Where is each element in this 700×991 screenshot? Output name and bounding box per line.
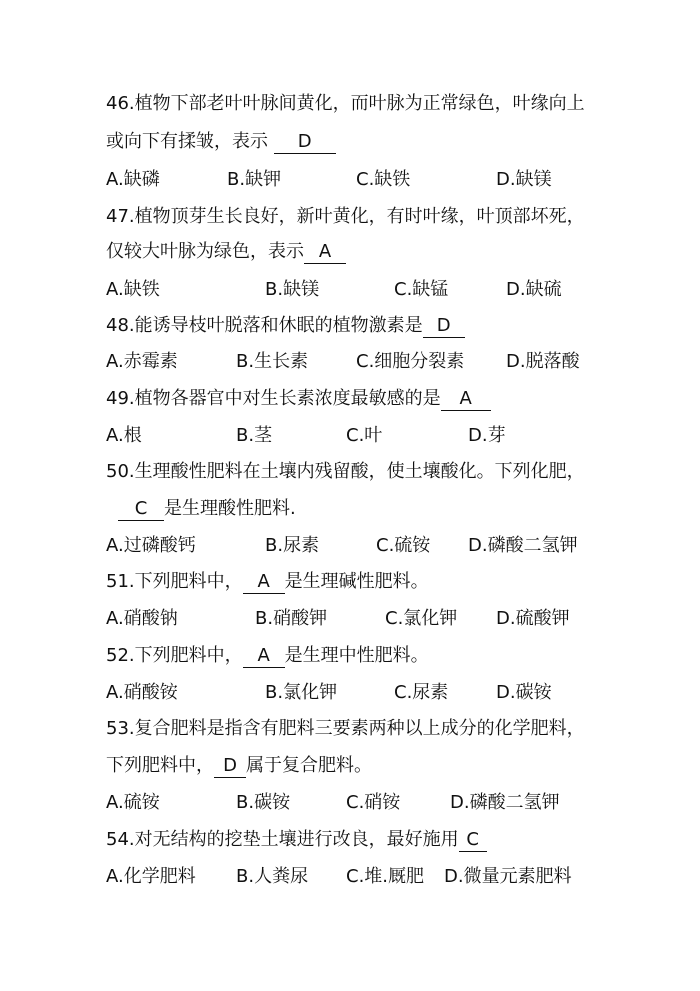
question-number: 53. xyxy=(106,718,135,739)
question-text: 或向下有揉皱，表示 xyxy=(106,131,274,152)
option-a: A.硝酸铵 xyxy=(106,682,178,703)
option-c: C.缺铁 xyxy=(356,169,411,190)
question-53-line2 xyxy=(106,754,372,778)
question-text: 植物各器官中对生长素浓度最敏感的是 xyxy=(134,388,441,409)
question-48-line1 xyxy=(106,314,465,338)
option-b: B.生长素 xyxy=(236,351,309,372)
question-number: 50. xyxy=(106,461,135,482)
option-c: C.尿素 xyxy=(394,682,449,703)
question-54-line1 xyxy=(106,828,487,852)
question-number: 51. xyxy=(106,571,135,592)
question-50-line2 xyxy=(118,497,296,521)
option-d: D.芽 xyxy=(468,425,506,446)
question-number: 52. xyxy=(106,645,135,666)
question-text: 下列肥料中， xyxy=(134,571,243,592)
option-b: B.人粪尿 xyxy=(236,866,309,887)
option-c: C.硫铵 xyxy=(376,535,431,556)
option-b: B.氯化钾 xyxy=(265,682,338,703)
question-text: 复合肥料是指含有肥料三要素两种以上成分的化学肥料， xyxy=(134,718,585,739)
question-text: 对无结构的挖垫土壤进行改良，最好施用 xyxy=(134,829,459,850)
question-text: 下列肥料中， xyxy=(134,645,243,666)
option-d: D.碳铵 xyxy=(496,682,552,703)
question-text: 下列肥料中， xyxy=(106,755,214,776)
answer-blank: C xyxy=(459,829,487,852)
question-50-line1 xyxy=(106,460,585,484)
option-a: A.硫铵 xyxy=(106,792,160,813)
option-b: B.茎 xyxy=(236,425,273,446)
answer-blank: A xyxy=(243,571,285,594)
question-number: 48. xyxy=(106,315,135,336)
option-c: C.叶 xyxy=(346,425,383,446)
question-text: 仅较大叶脉为绿色，表示 xyxy=(106,241,304,262)
option-c: C.堆.厩肥 xyxy=(346,866,425,887)
question-number: 47. xyxy=(106,206,135,227)
option-a: A.缺铁 xyxy=(106,279,160,300)
question-text: 是生理碱性肥料。 xyxy=(284,571,429,592)
option-b: B.缺钾 xyxy=(227,169,282,190)
question-47-line1 xyxy=(106,205,585,229)
question-51-line1 xyxy=(106,570,429,594)
question-text: 能诱导枝叶脱落和休眠的植物激素是 xyxy=(134,315,423,336)
option-a: A.赤霉素 xyxy=(106,351,178,372)
option-a: A.缺磷 xyxy=(106,169,160,190)
option-d: D.微量元素肥料 xyxy=(444,866,572,887)
question-text: 是生理酸性肥料. xyxy=(164,498,296,519)
option-b: B.碳铵 xyxy=(236,792,291,813)
answer-blank: C xyxy=(118,498,164,521)
question-52-line1 xyxy=(106,644,429,668)
option-d: D.脱落酸 xyxy=(506,351,580,372)
answer-blank: A xyxy=(304,241,346,264)
option-c: C.氯化钾 xyxy=(385,608,458,629)
question-text: 植物下部老叶叶脉间黄化，而叶脉为正常绿色，叶缘向上 xyxy=(134,93,585,114)
option-d: D.硫酸钾 xyxy=(496,608,570,629)
answer-blank: D xyxy=(274,131,336,154)
question-49-line1 xyxy=(106,387,491,411)
option-d: D.磷酸二氢钾 xyxy=(468,535,578,556)
option-a: A.过磷酸钙 xyxy=(106,535,196,556)
answer-blank: A xyxy=(441,388,491,411)
option-a: A.化学肥料 xyxy=(106,866,196,887)
option-a: A.硝酸钠 xyxy=(106,608,178,629)
question-46-line2 xyxy=(106,130,336,154)
question-number: 49. xyxy=(106,388,135,409)
option-c: C.硝铵 xyxy=(346,792,401,813)
question-53-line1 xyxy=(106,717,585,741)
question-text: 生理酸性肥料在土壤内残留酸，使土壤酸化。下列化肥， xyxy=(134,461,585,482)
option-c: C.缺锰 xyxy=(394,279,449,300)
question-text: 属于复合肥料。 xyxy=(246,755,372,776)
question-text: 植物顶芽生长良好，新叶黄化，有时叶缘，叶顶部坏死， xyxy=(134,206,585,227)
answer-blank: D xyxy=(214,755,246,778)
option-a: A.根 xyxy=(106,425,142,446)
option-d: D.缺硫 xyxy=(506,279,562,300)
option-b: B.硝酸钾 xyxy=(255,608,328,629)
question-number: 46. xyxy=(106,93,135,114)
question-text: 是生理中性肥料。 xyxy=(284,645,429,666)
option-d: D.缺镁 xyxy=(496,169,552,190)
option-b: B.尿素 xyxy=(265,535,320,556)
option-d: D.磷酸二氢钾 xyxy=(450,792,560,813)
answer-blank: A xyxy=(243,645,285,668)
question-46-line1 xyxy=(106,92,585,116)
answer-blank: D xyxy=(423,315,465,338)
option-b: B.缺镁 xyxy=(265,279,320,300)
question-47-line2 xyxy=(106,240,346,264)
option-c: C.细胞分裂素 xyxy=(356,351,465,372)
question-number: 54. xyxy=(106,829,135,850)
